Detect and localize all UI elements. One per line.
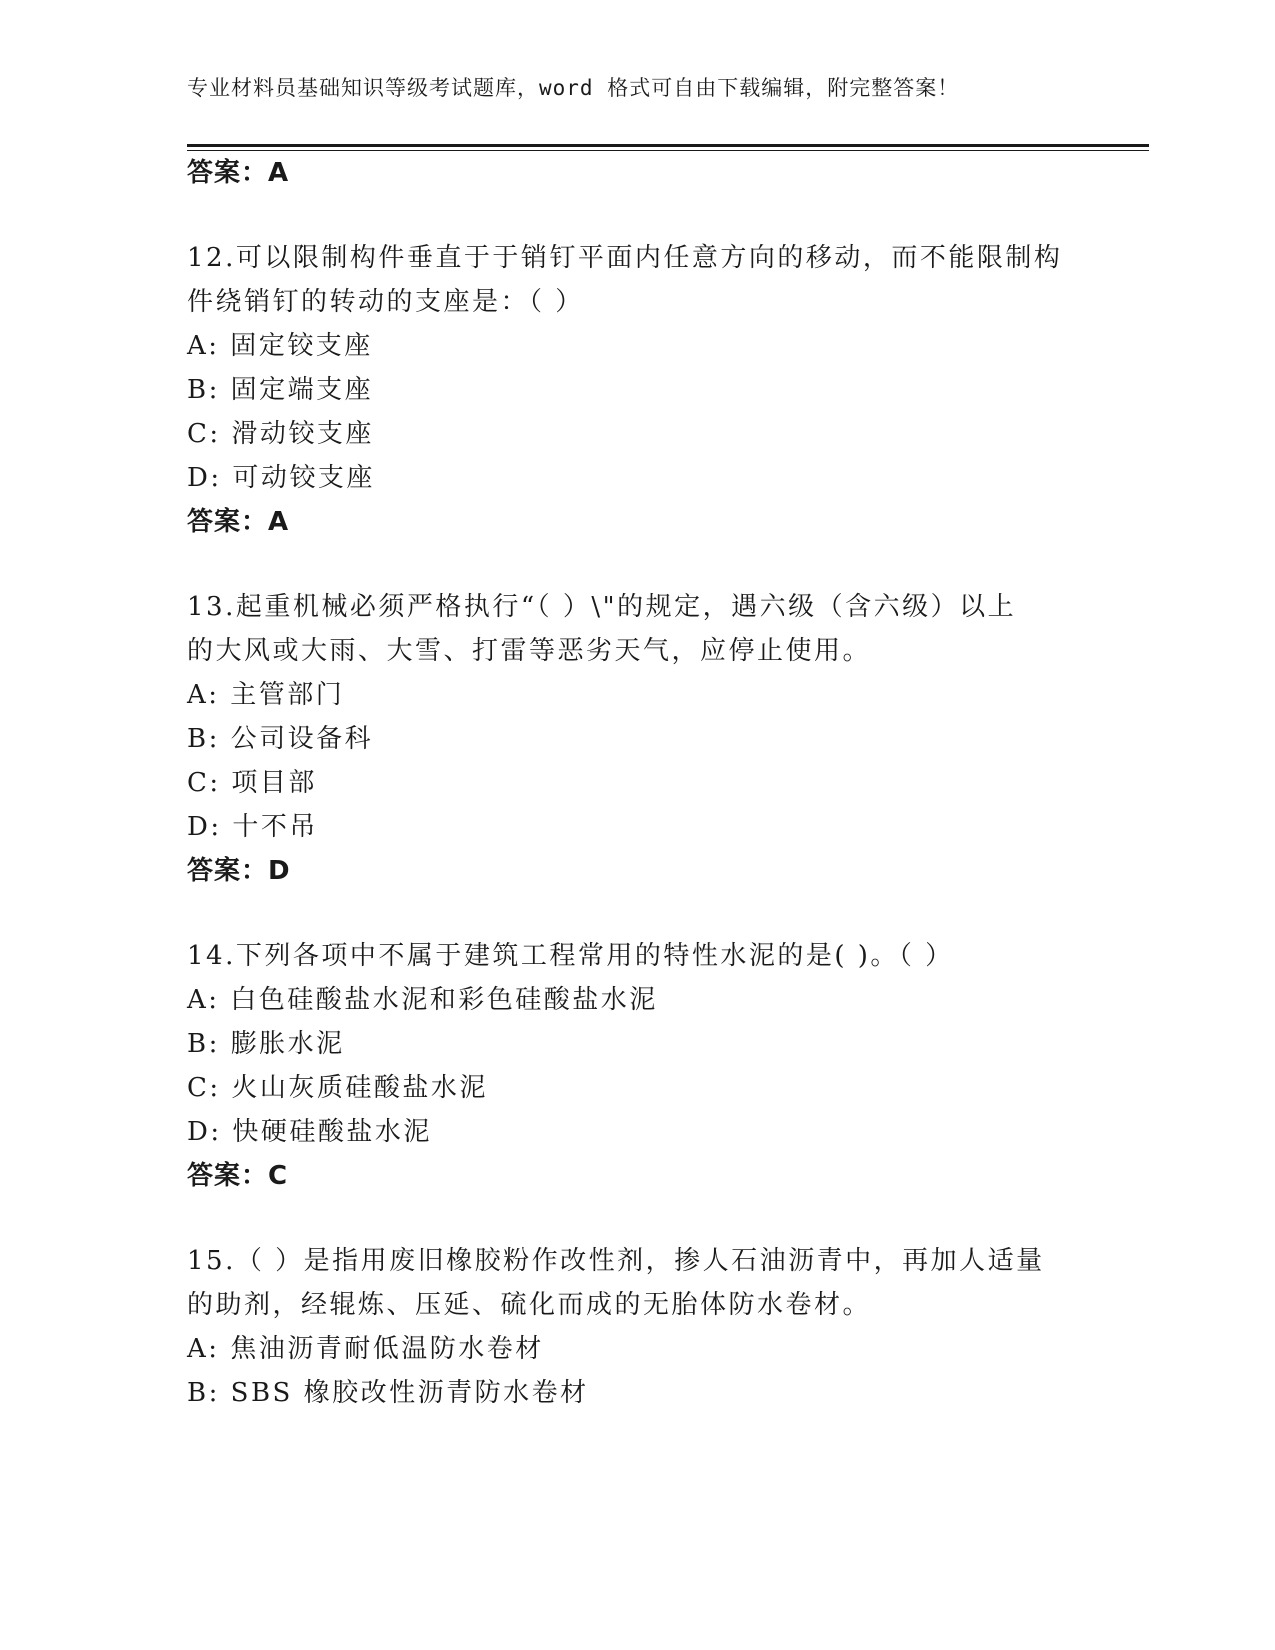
question-12-option-d: D: 可动铰支座 (187, 463, 375, 493)
question-14-option-c: C: 火山灰质硅酸盐水泥 (187, 1073, 488, 1103)
question-15-line-2: 的助剂，经辊炼、压延、硫化而成的无胎体防水卷材。 (187, 1290, 872, 1320)
question-15-line-1: 15.（ ）是指用废旧橡胶粉作改性剂，掺人石油沥青中，再加人适量 (187, 1246, 1045, 1276)
question-13-option-d: D: 十不吊 (187, 812, 318, 842)
question-14-line-1: 14.下列各项中不属于建筑工程常用的特性水泥的是( )。（ ） (187, 941, 954, 971)
question-13-line-2: 的大风或大雨、大雪、打雷等恶劣天气，应停止使用。 (187, 636, 872, 666)
header-rule-thin (187, 150, 1149, 151)
question-15-option-a: A: 焦油沥青耐低温防水卷材 (187, 1334, 544, 1364)
question-12-line-1: 12.可以限制构件垂直于于销钉平面内任意方向的移动，而不能限制构 (187, 243, 1063, 273)
page-header: 专业材料员基础知识等级考试题库，word 格式可自由下载编辑，附完整答案！ (187, 76, 960, 100)
header-rule-thick (187, 144, 1149, 147)
question-12-option-c: C: 滑动铰支座 (187, 419, 374, 449)
question-12-option-a: A: 固定铰支座 (187, 331, 373, 361)
question-12-answer: 答案：A (187, 507, 290, 537)
question-12-option-b: B: 固定端支座 (187, 375, 374, 405)
question-13-answer: 答案：D (187, 856, 291, 886)
question-14-option-b: B: 膨胀水泥 (187, 1029, 345, 1059)
question-15-option-b: B: SBS 橡胶改性沥青防水卷材 (187, 1378, 589, 1408)
question-13-option-a: A: 主管部门 (187, 680, 345, 710)
answer-prev: 答案：A (187, 158, 290, 188)
question-13-line-1: 13.起重机械必须严格执行“（ ）\"的规定，遇六级（含六级）以上 (187, 592, 1017, 622)
question-12-line-2: 件绕销钉的转动的支座是：（ ） (187, 287, 584, 317)
question-14-option-a: A: 白色硅酸盐水泥和彩色硅酸盐水泥 (187, 985, 658, 1015)
question-13-option-b: B: 公司设备科 (187, 724, 374, 754)
question-13-option-c: C: 项目部 (187, 768, 317, 798)
question-14-option-d: D: 快硬硅酸盐水泥 (187, 1117, 432, 1147)
question-14-answer: 答案：C (187, 1161, 289, 1191)
